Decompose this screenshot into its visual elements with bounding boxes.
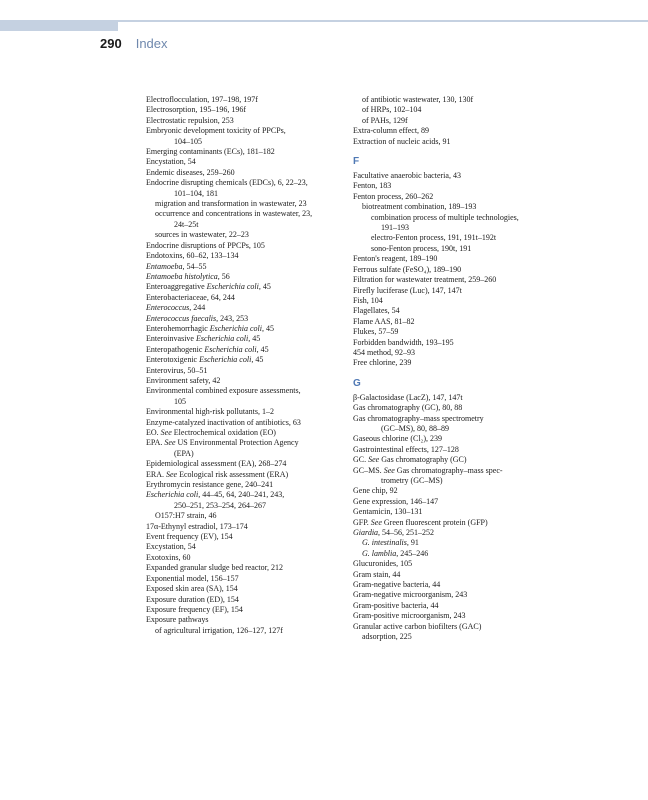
index-entry <box>146 407 351 417</box>
entry-italic: Enterococcus faecalis <box>146 313 217 323</box>
index-entry <box>146 126 351 136</box>
index-entry <box>353 275 568 285</box>
entry-text: Enzyme-catalyzed inactivation of antibiotics, 63 <box>146 417 301 427</box>
index-entry <box>353 455 568 465</box>
index-entry <box>353 403 568 413</box>
index-entry <box>353 327 568 337</box>
entry-text: Gas chromatography–mass spectrometry <box>353 413 484 423</box>
entry-italic: See <box>166 469 178 479</box>
section-f-entries <box>353 171 568 369</box>
entry-text: Exposed skin area (SA), 154 <box>146 584 238 594</box>
index-entry <box>353 611 568 621</box>
index-entry <box>146 595 351 605</box>
entry-italic: Enterococcus <box>146 303 190 313</box>
entry-text: Enterobacteriaceae, 64, 244 <box>146 292 235 302</box>
entry-text: , 45 <box>251 355 264 365</box>
entry-text: , 244 <box>189 303 206 313</box>
index-entry <box>146 293 351 303</box>
entry-text: Excystation, 54 <box>146 542 196 552</box>
index-entry <box>353 202 568 212</box>
index-entry <box>146 178 351 188</box>
index-entry <box>146 615 351 625</box>
index-entry <box>353 181 568 191</box>
index-entry <box>146 386 351 396</box>
entry-text: Endocrine disruptions of PPCPs, 105 <box>146 240 265 250</box>
index-entry <box>146 303 351 313</box>
top-bar <box>0 20 648 31</box>
entry-text: Endemic diseases, 259–260 <box>146 167 235 177</box>
entry-prefix: Enteropathogenic <box>146 344 205 354</box>
entry-italic: Escherichia coli <box>146 490 199 500</box>
entry-text: Environmental high-risk pollutants, 1–2 <box>146 407 274 417</box>
entry-text: Event frequency (EV), 154 <box>146 532 233 542</box>
index-entry <box>146 470 351 480</box>
entry-text: Electroflocculation, 197–198, 197f <box>146 95 258 104</box>
entry-text: Exposure frequency (EF), 154 <box>146 604 243 614</box>
entry-prefix: EPA. <box>146 438 165 448</box>
index-entry <box>146 626 351 636</box>
entry-text: Gene chip, 92 <box>353 486 398 496</box>
entry-text: , 44–45, 64, 240–241, 243, <box>198 490 285 500</box>
entry-text: , 45 <box>258 282 271 292</box>
entry-prefix: GFP. <box>353 517 371 527</box>
index-entry <box>353 265 568 275</box>
entry-text: Gentamicin, 130–131 <box>353 507 423 517</box>
entry-text: 250–251, 253–254, 264–267 <box>174 500 266 510</box>
index-entry <box>146 428 351 438</box>
entry-prefix: Enteroaggregative <box>146 282 207 292</box>
entry-text: Environmental combined exposure assessments, <box>146 386 301 396</box>
entry-italic: Giardia <box>353 528 379 538</box>
entry-text: Exposure duration (ED), 154 <box>146 594 239 604</box>
index-entry <box>353 538 568 548</box>
entry-text: (EPA) <box>174 448 194 458</box>
entry-italic: Escherichia coli <box>206 282 259 292</box>
entry-text: , 45 <box>261 323 274 333</box>
index-entry <box>353 590 568 600</box>
entry-text: Extraction of nucleic acids, 91 <box>353 136 451 146</box>
index-entry <box>353 254 568 264</box>
entry-text: of PAHs, 129f <box>362 115 408 125</box>
index-entry <box>353 223 568 233</box>
index-entry <box>353 518 568 528</box>
index-entry <box>146 262 351 272</box>
index-entry <box>146 376 351 386</box>
entry-text: sources in wastewater, 22–23 <box>155 230 249 240</box>
entry-text: (GC–MS), 80, 88–89 <box>381 423 450 433</box>
index-entry <box>146 105 351 115</box>
entry-text: Gram-positive bacteria, 44 <box>353 600 439 610</box>
entry-text: Glucuronides, 105 <box>353 559 413 569</box>
entry-text: Encystation, 54 <box>146 157 196 167</box>
entry-text: combination process of multiple technologies, <box>371 212 519 222</box>
index-entry <box>353 580 568 590</box>
entry-italic: Entamoeba <box>146 261 183 271</box>
index-entry <box>146 584 351 594</box>
index-entry <box>146 168 351 178</box>
entry-text: Granular active carbon biofilters (GAC) <box>353 621 482 631</box>
index-entry <box>146 199 351 209</box>
index-entry <box>146 397 351 407</box>
index-entry <box>146 230 351 240</box>
index-entry <box>146 532 351 542</box>
index-entry <box>146 366 351 376</box>
index-entry <box>146 220 351 230</box>
index-entry <box>353 434 568 444</box>
entry-text: Embryonic development toxicity of PPCPs, <box>146 126 286 136</box>
entry-text: , 45 <box>256 344 269 354</box>
index-entry <box>353 497 568 507</box>
entry-text: Gene expression, 146–147 <box>353 496 439 506</box>
entry-text: Exposure pathways <box>146 615 209 625</box>
index-entry <box>146 241 351 251</box>
entry-text: of antibiotic wastewater, 130, 130f <box>362 95 474 104</box>
index-entry <box>353 601 568 611</box>
entry-text: Green fluorescent protein (GFP) <box>381 517 488 527</box>
entry-text: Gastrointestinal effects, 127–128 <box>353 444 459 454</box>
index-entry <box>146 209 351 219</box>
entry-prefix: GC–MS. <box>353 465 384 475</box>
entry-text: Exponential model, 156–157 <box>146 573 239 583</box>
entry-text: trometry (GC–MS) <box>381 476 443 485</box>
entry-text: Endotoxins, 60–62, 133–134 <box>146 251 239 261</box>
index-entry <box>353 559 568 569</box>
entry-italic: See <box>370 517 382 527</box>
index-entry <box>146 157 351 167</box>
section-letter-f: F <box>353 156 360 168</box>
index-entry <box>353 466 568 476</box>
entry-text: Erythromycin resistance gene, 240–241 <box>146 480 274 490</box>
index-entry <box>146 563 351 573</box>
index-entry <box>146 501 351 511</box>
entry-text: Ecological risk assessment (ERA) <box>177 469 289 479</box>
entry-text: Gram stain, 44 <box>353 569 401 579</box>
entry-italic: G. lamblia <box>362 548 397 558</box>
entry-text: Exotoxins, 60 <box>146 552 191 562</box>
entry-text: Gas chromatography (GC) <box>379 455 467 465</box>
index-entry <box>353 486 568 496</box>
index-entry <box>353 213 568 223</box>
index-entry <box>353 414 568 424</box>
index-entry <box>146 345 351 355</box>
index-entry <box>353 192 568 202</box>
index-entry <box>353 171 568 181</box>
index-entry <box>353 348 568 358</box>
index-column-left <box>146 95 351 636</box>
entry-text: Ferrous sulfate (FeSO₄), 189–190 <box>353 264 462 274</box>
entry-italic: Escherichia coli <box>204 344 257 354</box>
index-entry <box>146 355 351 365</box>
index-entry <box>353 549 568 559</box>
entry-text: Fenton process, 260–262 <box>353 191 434 201</box>
entry-text: , 245–246 <box>396 548 429 558</box>
entry-text: Electrosorption, 195–196, 196f <box>146 105 246 115</box>
index-entry <box>353 338 568 348</box>
entry-text: , 54–55 <box>182 261 207 271</box>
entry-text: 104–105 <box>174 136 202 146</box>
index-entry <box>353 95 568 105</box>
index-entry <box>146 542 351 552</box>
index-entry <box>146 449 351 459</box>
entry-text: Flame AAS, 81–82 <box>353 316 415 326</box>
entry-text: β-Galactosidase (LacZ), 147, 147t <box>353 392 463 402</box>
index-entry <box>353 476 568 486</box>
index-entry <box>353 445 568 455</box>
entry-text: 24t–25t <box>174 219 199 229</box>
entry-text: biotreatment combination, 189–193 <box>362 202 477 212</box>
entry-text: Gram-negative microorganism, 243 <box>353 590 468 600</box>
index-entry <box>353 233 568 243</box>
index-entry <box>353 393 568 403</box>
index-entry <box>353 622 568 632</box>
index-entry <box>353 105 568 115</box>
entry-italic: G. intestinalis <box>362 538 407 548</box>
continued-entries <box>353 95 568 147</box>
entry-text: , 91 <box>406 538 419 548</box>
entry-text: Fenton, 183 <box>353 181 392 191</box>
entry-text: occurrence and concentrations in wastewater, 23, <box>155 209 313 219</box>
entry-text: Gram-positive microorganism, 243 <box>353 611 466 621</box>
entry-prefix: EO. <box>146 428 161 437</box>
section-g-entries <box>353 393 568 643</box>
entry-prefix: Enterohemorrhagic <box>146 323 210 333</box>
index-entry <box>146 605 351 615</box>
entry-prefix: GC. <box>353 455 369 465</box>
index-entry <box>146 522 351 532</box>
index-entry <box>146 116 351 126</box>
index-entry <box>353 358 568 368</box>
index-entry <box>353 507 568 517</box>
running-head: Index <box>135 36 168 51</box>
entry-text: Emerging contaminants (ECs), 181–182 <box>146 147 275 157</box>
index-entry <box>353 126 568 136</box>
entry-text: of agricultural irrigation, 126–127, 127f <box>155 625 283 635</box>
index-entry <box>353 137 568 147</box>
index-entry <box>146 137 351 147</box>
index-entry <box>353 296 568 306</box>
index-entry <box>146 438 351 448</box>
entry-italic: Escherichia coli <box>195 334 249 344</box>
entry-text: adsorption, 225 <box>362 632 412 642</box>
entry-text: , 243, 253 <box>216 313 249 323</box>
entry-italic: See <box>368 455 380 465</box>
entry-text: 17α-Ethynyl estradiol, 173–174 <box>146 521 248 531</box>
index-entry <box>146 511 351 521</box>
index-entry <box>353 528 568 538</box>
index-entry <box>146 251 351 261</box>
entry-text: Flagellates, 54 <box>353 306 400 316</box>
entry-text: 105 <box>174 396 186 406</box>
index-entry <box>353 244 568 254</box>
index-column-right <box>353 95 568 643</box>
entry-prefix: Enterotoxigenic <box>146 355 200 365</box>
entry-text: of HRPs, 102–104 <box>362 105 422 115</box>
entry-text: Gas chromatography–mass spec- <box>394 465 503 475</box>
index-entry <box>146 459 351 469</box>
index-entry <box>146 490 351 500</box>
header-accent-block <box>0 20 118 31</box>
entry-text: Electrostatic repulsion, 253 <box>146 115 234 125</box>
entry-prefix: ERA. <box>146 469 166 479</box>
entry-text: Fish, 104 <box>353 295 383 305</box>
entry-italic: See <box>160 428 172 437</box>
entry-text: O157:H7 strain, 46 <box>155 511 217 521</box>
entry-text: Gram-negative bacteria, 44 <box>353 580 441 590</box>
entry-text: Gaseous chlorine (Cl₂), 239 <box>353 434 442 444</box>
index-entry <box>353 424 568 434</box>
index-entry <box>146 147 351 157</box>
entry-text: Extra-column effect, 89 <box>353 126 430 136</box>
entry-text: Gas chromatography (GC), 80, 88 <box>353 403 463 413</box>
index-entry <box>353 317 568 327</box>
header-rule <box>118 20 648 22</box>
entry-text: Enterovirus, 50–51 <box>146 365 208 375</box>
entry-text: , 45 <box>248 334 261 344</box>
index-entry <box>146 314 351 324</box>
entry-text: Facultative anaerobic bacteria, 43 <box>353 171 461 181</box>
page-header <box>100 35 168 53</box>
index-entry <box>353 306 568 316</box>
index-entry <box>146 334 351 344</box>
entry-text: sono-Fenton process, 190t, 191 <box>371 243 472 253</box>
index-entry <box>146 480 351 490</box>
entry-italic: Escherichia coli <box>199 355 252 365</box>
entry-text: electro-Fenton process, 191, 191t–192t <box>371 233 497 243</box>
index-entry <box>146 189 351 199</box>
entry-italic: See <box>383 465 395 475</box>
entry-text: Endocrine disrupting chemicals (EDCs), 6, 22–23, <box>146 178 308 188</box>
entry-text: Expanded granular sludge bed reactor, 212 <box>146 563 283 573</box>
entry-text: Fenton's reagent, 189–190 <box>353 254 438 264</box>
entry-text: Firefly luciferase (Luc), 147, 147t <box>353 285 462 295</box>
entry-italic: Escherichia coli <box>209 323 262 333</box>
entry-text: , 54–56, 251–252 <box>378 528 435 538</box>
page-number: 290 <box>100 36 122 51</box>
index-entry <box>146 272 351 282</box>
index-entry <box>146 553 351 563</box>
index-entry <box>146 574 351 584</box>
entry-italic: See <box>164 438 176 448</box>
index-entry <box>353 286 568 296</box>
entry-text: Flukes, 57–59 <box>353 327 399 337</box>
entry-text: Free chlorine, 239 <box>353 358 412 368</box>
entry-italic: Entamoeba histolytica <box>146 271 218 281</box>
index-entry <box>146 324 351 334</box>
index-entry <box>146 95 351 105</box>
index-entry <box>353 570 568 580</box>
index-entry <box>353 632 568 642</box>
index-entry <box>146 418 351 428</box>
index-entry <box>146 282 351 292</box>
entry-text: , 56 <box>217 271 230 281</box>
entry-text: Electrochemical oxidation (EO) <box>171 428 276 437</box>
entry-prefix: Enteroinvasive <box>146 334 196 344</box>
entry-text: 454 method, 92–93 <box>353 347 415 357</box>
index-entry <box>353 116 568 126</box>
entry-text: Filtration for wastewater treatment, 259–260 <box>353 275 497 285</box>
entry-text: Environment safety, 42 <box>146 375 221 385</box>
entry-text: Forbidden bandwidth, 193–195 <box>353 337 454 347</box>
entry-text: migration and transformation in wastewater, 23 <box>155 199 307 209</box>
entry-text: Epidemiological assessment (EA), 268–274 <box>146 459 287 469</box>
entry-text: US Environmental Protection Agency <box>175 438 299 448</box>
entry-text: 101–104, 181 <box>174 188 218 198</box>
section-letter-g: G <box>353 377 361 389</box>
entry-text: 191–193 <box>381 223 409 233</box>
